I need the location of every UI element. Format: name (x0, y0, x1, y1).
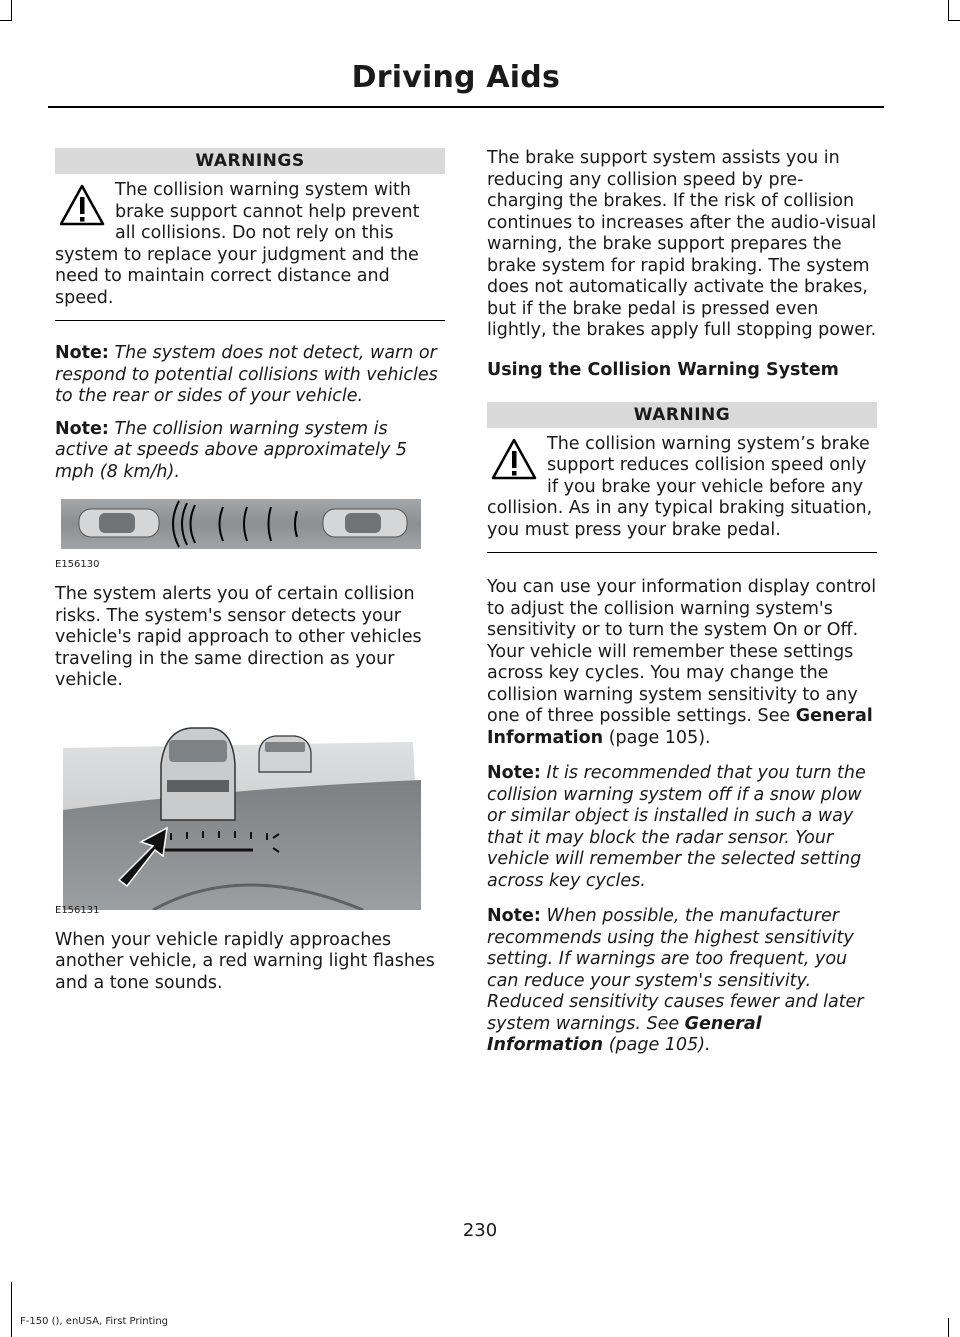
figure-radar-detection (55, 495, 445, 570)
warning-triangle-icon (489, 436, 539, 482)
subheading-using-collision-warning: Using the Collision Warning System (487, 359, 839, 380)
warning-rule (487, 552, 877, 553)
general-information-link[interactable]: General Information (487, 706, 873, 748)
crop-mark-bottom-left (11, 1282, 12, 1337)
warning-heading: WARNING (487, 402, 877, 428)
warning-block (487, 428, 877, 554)
paragraph-brake-support: The brake support system assists you in reducing any collision speed by pre-charging the brakes. If the risk of collision continues to increases after the audio-visual warning, the brake support prepares the brake system for rapid braking. The system does not automatically activate the brakes, but if the brake pedal is pressed even lightly, the brakes apply full stopping power. (487, 148, 877, 340)
note-rear-sides: Note: The system does not detect, warn or respond to potential collisions with vehicles to the rear or sides of your vehicle. (55, 343, 438, 406)
note-snow-plow: Note: It is recommended that you turn the collision warning system off if a snow plow or similar object is installed in such a way that it may block the radar sensor. Your vehicle will remember the selected setting across key cycles. (487, 763, 866, 891)
rear-car-icon (79, 509, 159, 537)
lead-car-icon (161, 728, 235, 820)
warning-text: The collision warning system’s brake support reduces collision speed only if you brake your vehicle before any collision. As in any typical braking situation, you must press your brake pedal. (487, 433, 873, 540)
windshield-warning-illustration (63, 710, 425, 910)
section-title: Driving Aids (351, 60, 560, 95)
radar-detection-illustration (61, 495, 427, 555)
footer-imprint: F-150 (), enUSA, First Printing (20, 1316, 169, 1327)
crop-mark-top-left-h (0, 20, 12, 21)
general-information-link[interactable]: General Information (487, 1013, 762, 1055)
warning-triangle-icon (57, 182, 107, 228)
paragraph-display-control: You can use your information display control to adjust the collision warning system's sensitivity or to turn the system On or Off. Your vehicle will remember these settings across key cycles. You may change the collision warning system sensitivity to any one of three possible settings. See General Information (page 105). (487, 577, 877, 748)
figure-code: E156131 (55, 904, 100, 916)
right-column (487, 148, 877, 1057)
warning-text: The collision warning system with brake support cannot help prevent all collisions. Do not rely on this system to replace your judgment and the need to maintain correct distance and speed. (55, 180, 420, 308)
warnings-heading: WARNINGS (55, 148, 445, 174)
paragraph-red-warning: When your vehicle rapidly approaches another vehicle, a red warning light flashes and a tone sounds. (55, 929, 435, 993)
warning-rule (55, 320, 445, 321)
page-number: 230 (462, 1220, 498, 1241)
crop-mark-top-right-h (948, 20, 960, 21)
note-sensitivity: Note: When possible, the manufacturer recommends using the highest sensitivity setting. If warnings are too frequent, you can reduce your system's sensitivity. Reduced sensitivity causes fewer and later system warnings. See General Information (page 105). (487, 906, 864, 1055)
header-rule (48, 106, 884, 108)
crop-mark-bottom-right (948, 1318, 949, 1337)
note-active-speed: Note: The collision warning system is active at speeds above approximately 5 mph (8 km/h). (55, 418, 408, 482)
paragraph-collision-risks: The system alerts you of certain collision risks. The system's sensor detects your vehicle's rapid approach to other vehicles traveling in the same direction as your vehicle. (55, 584, 422, 690)
left-column (55, 148, 445, 994)
crop-mark-top-right (948, 0, 949, 20)
figure-warning-light (55, 710, 445, 916)
warning-block (55, 174, 445, 321)
figure-code: E156130 (55, 559, 100, 570)
far-car-icon (259, 736, 311, 772)
front-car-icon (323, 509, 407, 537)
crop-mark-top-left (11, 0, 12, 20)
